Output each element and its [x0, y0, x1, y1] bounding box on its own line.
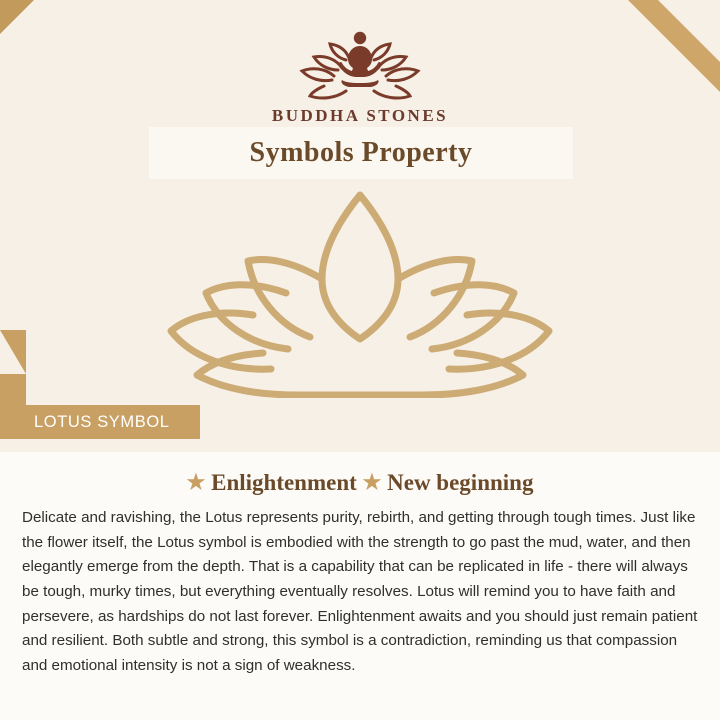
subheading-right: New beginning: [387, 470, 534, 495]
section-label-text: LOTUS SYMBOL: [34, 412, 170, 431]
section-label: [0, 405, 200, 439]
star-icon-right: ★: [362, 470, 382, 494]
brand-name: BUDDHA STONES: [271, 106, 449, 125]
page-title-bar: [149, 127, 573, 179]
subheading: [22, 470, 698, 496]
description-paragraph: Delicate and ravishing, the Lotus represents purity, rebirth, and getting through tough times. Just like the flower itself, the Lotus symbol is embodied with the strength to go past the mud, water, and then elegantly emerge from the depth. That is a capability that can be replicated in life - there will always be tough, murky times, but everything eventually resolves. Lotus will remind you to have faith and persevere, as hardships do not last forever. Enlightenment awaits and you should just remain patient and resilient. Both subtle and strong, this symbol is a contradiction, reminding us that compassion and emotional intensity is not a sign of weakness.: [22, 509, 698, 674]
lotus-meditation-figure-icon: [280, 24, 440, 102]
brand-logo: [0, 24, 720, 126]
lotus-artwork: [0, 183, 720, 403]
page-title: Symbols Property: [249, 137, 473, 168]
lotus-flower-illustration: [145, 183, 575, 398]
star-icon-left: ★: [186, 470, 206, 494]
subheading-left: Enlightenment: [211, 470, 357, 495]
description-panel: [0, 452, 720, 720]
